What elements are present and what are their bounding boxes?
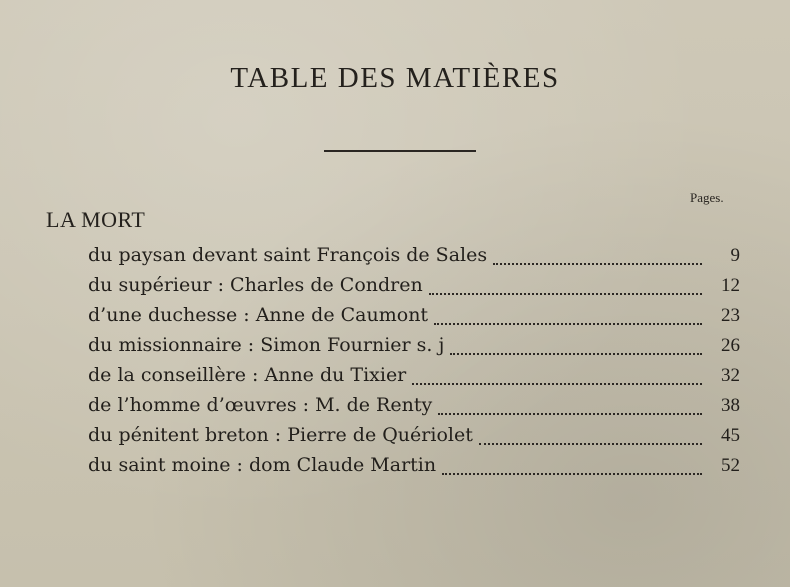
toc-entry-page: 52 [721,455,740,476]
pages-column-header: Pages. [690,190,724,205]
title-divider [324,150,476,152]
toc-entry-page: 9 [730,245,740,266]
toc-entry-page: 23 [721,305,740,326]
toc-entry-list [88,240,740,480]
toc-entry-label: de la conseillère : Anne du Tixier [88,364,407,386]
section-heading: LA MORT [46,207,146,232]
toc-entry [88,270,740,300]
dot-leader [429,292,702,295]
dot-leader [442,472,702,475]
dot-leader [450,352,702,355]
toc-entry-label: de l’homme d’œuvres : M. de Renty [88,394,433,416]
toc-entry [88,360,740,390]
toc-entry-label: du missionnaire : Simon Fournier s. j [88,334,445,356]
toc-entry [88,450,740,480]
toc-entry [88,240,740,270]
toc-entry [88,330,740,360]
toc-entry-label: d’une duchesse : Anne de Caumont [88,304,429,326]
dot-leader [434,322,702,325]
dot-leader [493,262,702,265]
toc-entry [88,390,740,420]
toc-entry-page: 45 [721,425,740,446]
toc-entry-label: du saint moine : dom Claude Martin [88,454,437,476]
toc-entry-page: 12 [721,275,740,296]
toc-entry-label: du supérieur : Charles de Condren [88,274,423,296]
toc-entry-page: 26 [721,335,740,356]
page-title: TABLE DES MATIÈRES [230,62,560,94]
dot-leader [412,382,702,385]
toc-entry-page: 38 [721,395,740,416]
toc-entry [88,420,740,450]
dot-leader [479,442,702,445]
toc-entry-label: du pénitent breton : Pierre de Quériolet [88,424,473,446]
toc-entry-label: du paysan devant saint François de Sales [88,244,488,266]
dot-leader [438,412,702,415]
toc-entry [88,300,740,330]
toc-entry-page: 32 [721,365,740,386]
